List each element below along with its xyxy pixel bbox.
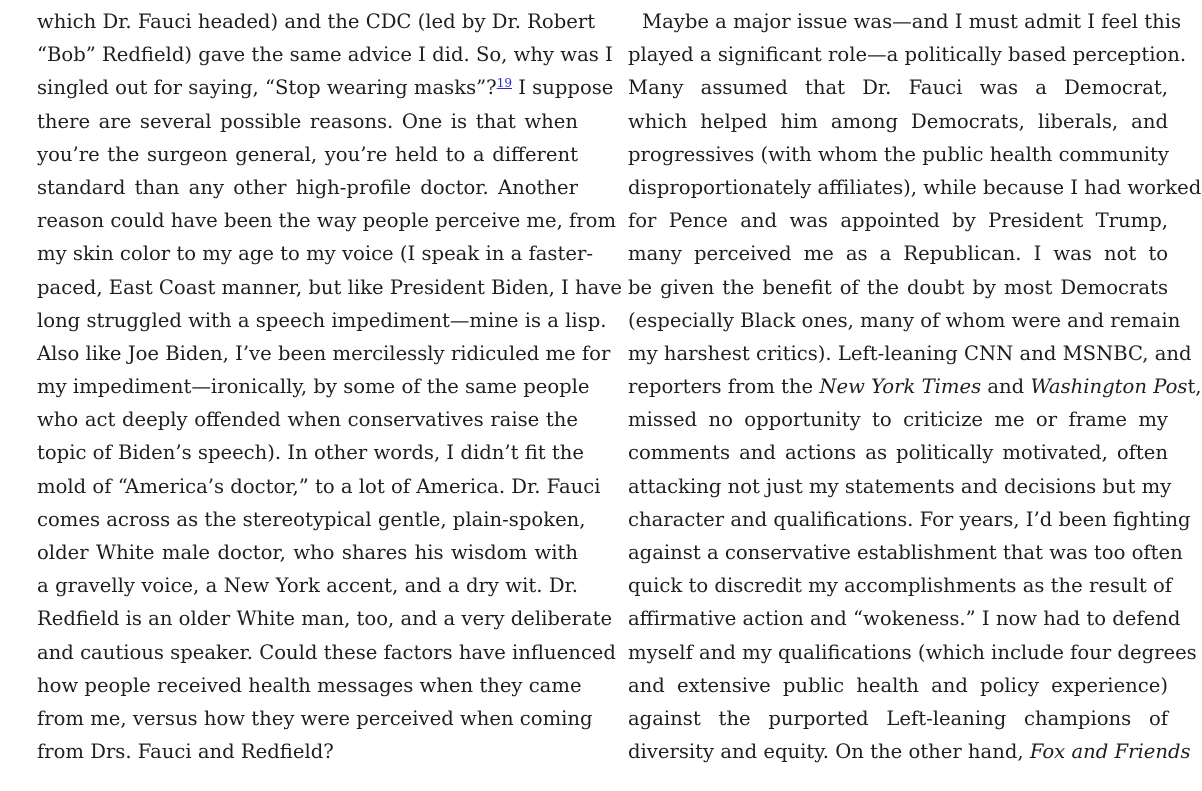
italic-text: Fox and Friends	[1029, 740, 1191, 764]
text-run: (especially Black ones, many of whom were and remain	[628, 308, 1181, 332]
text-line	[628, 370, 1202, 403]
text-run: Redfield is an older White man, too, and a very deliberate	[37, 607, 613, 631]
text-line	[628, 71, 1168, 104]
text-run: attacking not just my statements and decisions but my	[628, 474, 1172, 498]
text-run: quick to discredit my accomplishments as the result of	[628, 574, 1173, 598]
text-run: which helped him among Democrats, liberals, and	[628, 109, 1168, 133]
text-line	[37, 503, 586, 536]
text-run: topic of Biden’s speech). In other words, I didn’t fit the	[37, 441, 584, 465]
text-run: long struggled with a speech impediment—mine is a lisp.	[37, 308, 607, 332]
text-run: singled out for saying, “Stop wearing masks”?	[37, 76, 497, 100]
text-run: Maybe a major issue was—and I must admit I feel this	[642, 10, 1182, 33]
text-line	[37, 271, 622, 304]
right-column	[628, 5, 1202, 768]
text-run: who act deeply offended when conservatives raise the	[37, 408, 578, 432]
text-line	[37, 304, 607, 337]
text-line	[37, 370, 590, 403]
text-line	[37, 337, 611, 370]
text-line	[37, 735, 578, 768]
text-run: a gravelly voice, a New York accent, and a dry wit. Dr.	[37, 574, 578, 598]
text-run: there are several possible reasons. One is that when	[37, 109, 578, 133]
text-run: comes across as the stereotypical gentle, plain-spoken,	[37, 507, 586, 531]
text-line	[628, 5, 1182, 38]
text-line	[628, 171, 1202, 204]
text-run: many perceived me as a Republican. I was not to	[628, 242, 1168, 266]
text-line	[37, 569, 578, 602]
text-line	[628, 470, 1172, 503]
text-run: and	[981, 375, 1031, 399]
text-run: how people received health messages when they came	[37, 673, 582, 697]
text-run: from me, versus how they were perceived when coming	[37, 706, 593, 730]
text-line	[37, 171, 578, 204]
text-run: progressives (with whom the public health community	[628, 142, 1169, 166]
text-run: paced, East Coast manner, but like President Biden, I have	[37, 275, 622, 299]
text-run: reporters from the	[628, 375, 820, 399]
text-line	[628, 536, 1183, 569]
text-line	[37, 669, 582, 702]
text-line	[628, 669, 1168, 702]
text-run: which Dr. Fauci headed) and the CDC (led by Dr. Robert	[37, 10, 596, 33]
text-run: disproportionately affiliates), while because I had worked	[628, 175, 1202, 199]
text-line	[628, 337, 1192, 370]
text-run: Also like Joe Biden, I’ve been mercilessly ridiculed me for	[37, 341, 611, 365]
text-line	[628, 735, 1191, 768]
text-line	[37, 470, 601, 503]
text-line	[628, 569, 1173, 602]
text-line	[628, 38, 1187, 71]
text-line	[628, 503, 1191, 536]
text-run: diversity and equity. On the other hand,	[628, 740, 1030, 764]
text-line	[628, 602, 1181, 635]
text-line	[628, 403, 1168, 436]
text-line	[37, 5, 596, 38]
text-run: and cautious speaker. Could these factors have influenced	[37, 640, 616, 664]
text-run: played a significant role—a politically based perception.	[628, 43, 1187, 67]
text-run: my impediment—ironically, by some of the same people	[37, 375, 590, 399]
text-line	[628, 636, 1197, 669]
text-run: and extensive public health and policy experience)	[628, 673, 1168, 697]
text-run: standard than any other high-profile doctor. Another	[37, 175, 578, 199]
italic-text: Washington Pos	[1030, 375, 1188, 399]
text-run: you’re the surgeon general, you’re held to a different	[37, 142, 578, 166]
text-run: for Pence and was appointed by President Trump,	[628, 209, 1168, 233]
text-line	[628, 138, 1168, 171]
left-column	[37, 5, 622, 768]
text-line	[37, 105, 578, 138]
footnote-link[interactable]: 19	[496, 76, 512, 91]
text-run: affirmative action and “wokeness.” I now had to defend	[628, 607, 1181, 631]
text-line	[628, 237, 1168, 270]
text-run: mold of “America’s doctor,” to a lot of America. Dr. Fauci	[37, 474, 601, 498]
text-run: myself and my qualifications (which include four degrees	[628, 640, 1197, 664]
text-run: my harshest critics). Left-leaning CNN and MSNBC, and	[628, 341, 1192, 365]
text-line	[37, 436, 584, 469]
text-line	[37, 71, 614, 104]
text-line	[37, 403, 578, 436]
text-run: against the purported Left-leaning champions of	[628, 706, 1168, 730]
text-line	[37, 204, 617, 237]
italic-text: New York Times	[819, 375, 982, 399]
text-run: against a conservative establishment that was too often	[628, 541, 1183, 564]
text-run: t,	[1187, 375, 1202, 399]
text-run: Many assumed that Dr. Fauci was a Democrat,	[628, 76, 1168, 100]
text-run: older White male doctor, who shares his wisdom with	[37, 541, 578, 564]
text-line	[37, 237, 593, 270]
text-run: be given the benefit of the doubt by most Democrats	[628, 275, 1168, 299]
text-run: reason could have been the way people perceive me, from	[37, 209, 617, 233]
text-line	[37, 138, 578, 171]
text-line	[628, 271, 1168, 304]
text-run: “Bob” Redfield) gave the same advice I did. So, why was I	[37, 43, 613, 67]
text-line	[628, 105, 1168, 138]
text-line	[628, 702, 1168, 735]
text-run: character and qualifications. For years, I’d been fighting	[628, 507, 1191, 531]
text-run: from Drs. Fauci and Redfield?	[37, 740, 334, 764]
text-line	[37, 636, 616, 669]
text-line	[37, 702, 593, 735]
text-line	[37, 536, 578, 569]
text-line	[628, 304, 1181, 337]
text-line	[37, 38, 613, 71]
text-run: comments and actions as politically motivated, often	[628, 441, 1168, 465]
text-line	[628, 436, 1168, 469]
text-run: my skin color to my age to my voice (I speak in a faster-	[37, 242, 593, 266]
text-run: I suppose	[511, 76, 614, 100]
text-line	[37, 602, 613, 635]
text-line	[628, 204, 1168, 237]
text-run: missed no opportunity to criticize me or frame my	[628, 408, 1168, 432]
